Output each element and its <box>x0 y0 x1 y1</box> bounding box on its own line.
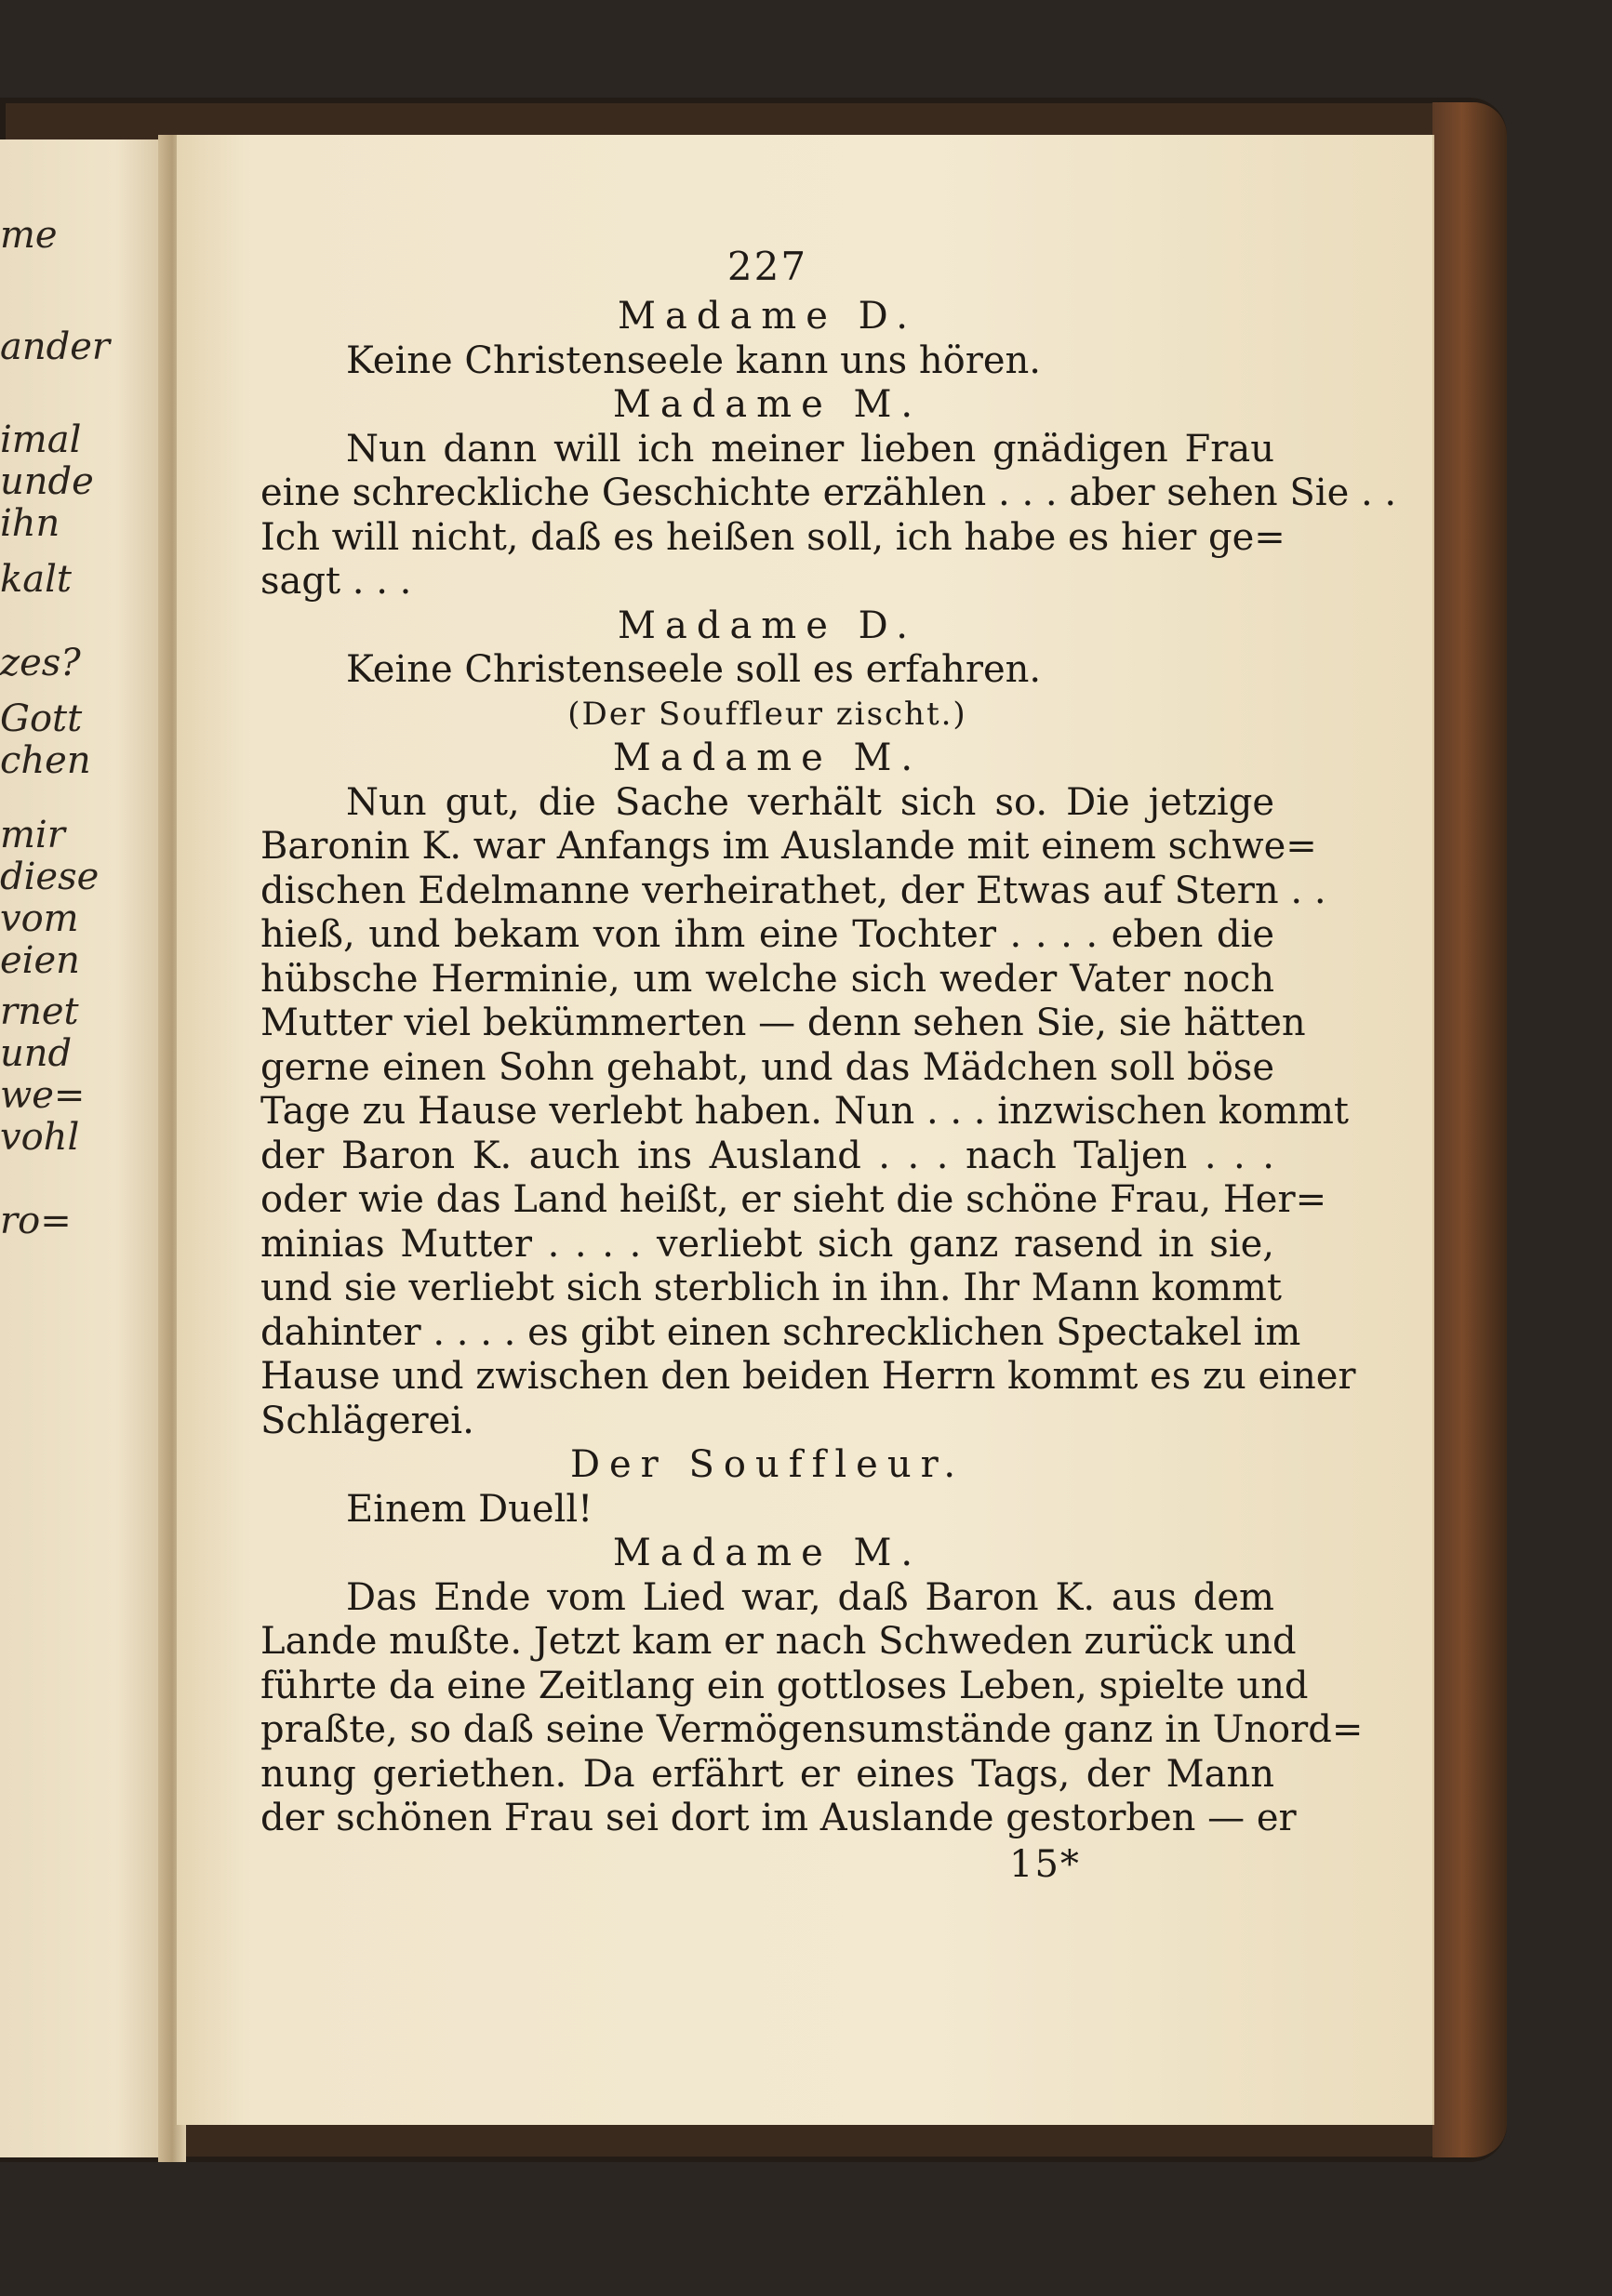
left-page-fragment: mir <box>0 814 65 856</box>
text-line: gerne einen Sohn gehabt, und das Mädchen soll böse <box>260 1045 1274 1089</box>
page-lines <box>260 295 1397 1841</box>
page-number: 227 <box>726 244 808 289</box>
signature-mark: 15* <box>1009 1842 1081 1886</box>
text-line: der Baron K. auch ins Ausland . . . nach Taljen . . . <box>260 1134 1274 1177</box>
left-page-fragment: eien <box>0 939 80 982</box>
text-line: eine schreckliche Geschichte erzählen . . . aber sehen Sie . . <box>260 471 1397 514</box>
left-page-fragment: Gott <box>0 697 83 740</box>
text-line: oder wie das Land heißt, er sieht die schöne Frau, Her= <box>260 1178 1327 1221</box>
text-line: Hause und zwischen den beiden Herrn kommt es zu einer <box>260 1355 1356 1398</box>
left-page-fragment: kalt <box>0 558 72 601</box>
left-page-fragment: me <box>0 214 58 257</box>
text-line: Nun dann will ich meiner lieben gnädigen Frau <box>346 427 1274 471</box>
text-line: Mutter viel bekümmerten — denn sehen Sie, sie hätten <box>260 1002 1306 1044</box>
left-page-fragment: unde <box>0 460 94 503</box>
text-line: Schlägerei. <box>260 1399 474 1442</box>
left-page-fragment: vom <box>0 897 79 940</box>
text-line: dischen Edelmanne verheirathet, der Etwas auf Stern . . <box>260 869 1326 912</box>
text-line: Lande mußte. Jetzt kam er nach Schweden zurück und <box>260 1620 1297 1663</box>
left-page-fragment: ander <box>0 325 111 368</box>
text-line: Einem Duell! <box>346 1487 593 1531</box>
left-page-fragment: chen <box>0 739 91 782</box>
speaker-name: Madame M. <box>612 1532 923 1574</box>
text-line: praßte, so daß seine Vermögensumstände ganz in Unord= <box>260 1708 1364 1751</box>
text-line: Baronin K. war Anfangs im Auslande mit einem schwe= <box>260 825 1317 868</box>
left-page-fragment: und <box>0 1032 73 1075</box>
stage-direction: (Der Souffleur zischt.) <box>567 695 967 733</box>
left-page-fragment: ihn <box>0 502 60 545</box>
left-page-fragment: zes? <box>0 642 81 684</box>
text-line: führte da eine Zeitlang ein gottloses Leben, spielte und <box>260 1664 1309 1707</box>
right-page <box>177 135 1432 2125</box>
text-line: der schönen Frau sei dort im Auslande gestorben — er <box>260 1797 1297 1839</box>
text-line: nung geriethen. Da erfährt er eines Tags, der Mann <box>260 1752 1274 1796</box>
left-page-fragment: imal <box>0 418 82 461</box>
text-line: Keine Christenseele kann uns hören. <box>346 338 1041 382</box>
book-cover-edge <box>1432 102 1507 2157</box>
speaker-name: Madame M. <box>612 383 923 426</box>
speaker-name: Der Souffleur. <box>569 1443 966 1486</box>
text-line: Keine Christenseele soll es erfahren. <box>346 648 1042 691</box>
page-text-block <box>260 239 1397 1888</box>
left-page-fragment: ro= <box>0 1200 72 1242</box>
left-page-fragment: vohl <box>0 1116 80 1159</box>
text-line: minias Mutter . . . . verliebt sich ganz rasend in sie, <box>260 1222 1274 1266</box>
speaker-name: Madame D. <box>618 604 917 647</box>
text-line: und sie verliebt sich sterblich in ihn. Ihr Mann kommt <box>260 1267 1282 1309</box>
speaker-name: Madame M. <box>612 737 923 779</box>
left-page-fragment: diese <box>0 856 100 898</box>
text-line: Ich will nicht, daß es heißen soll, ich habe es hier ge= <box>260 515 1286 559</box>
speaker-name: Madame D. <box>618 295 917 338</box>
left-page-fragment: we= <box>0 1074 86 1117</box>
text-line: Tage zu Hause verlebt haben. Nun . . . inzwischen kommt <box>260 1090 1349 1133</box>
text-line: Das Ende vom Lied war, daß Baron K. aus dem <box>346 1575 1274 1619</box>
left-page-fragment: rnet <box>0 990 79 1033</box>
text-line: sagt . . . <box>260 560 412 603</box>
text-line: Nun gut, die Sache verhält sich so. Die jetzige <box>346 780 1274 824</box>
text-line: dahinter . . . . es gibt einen schrecklichen Spectakel im <box>260 1310 1301 1354</box>
left-page <box>0 139 166 2157</box>
text-line: hübsche Herminie, um welche sich weder Vater noch <box>260 957 1274 1001</box>
text-line: hieß, und bekam von ihm eine Tochter . . . . eben die <box>260 913 1274 956</box>
